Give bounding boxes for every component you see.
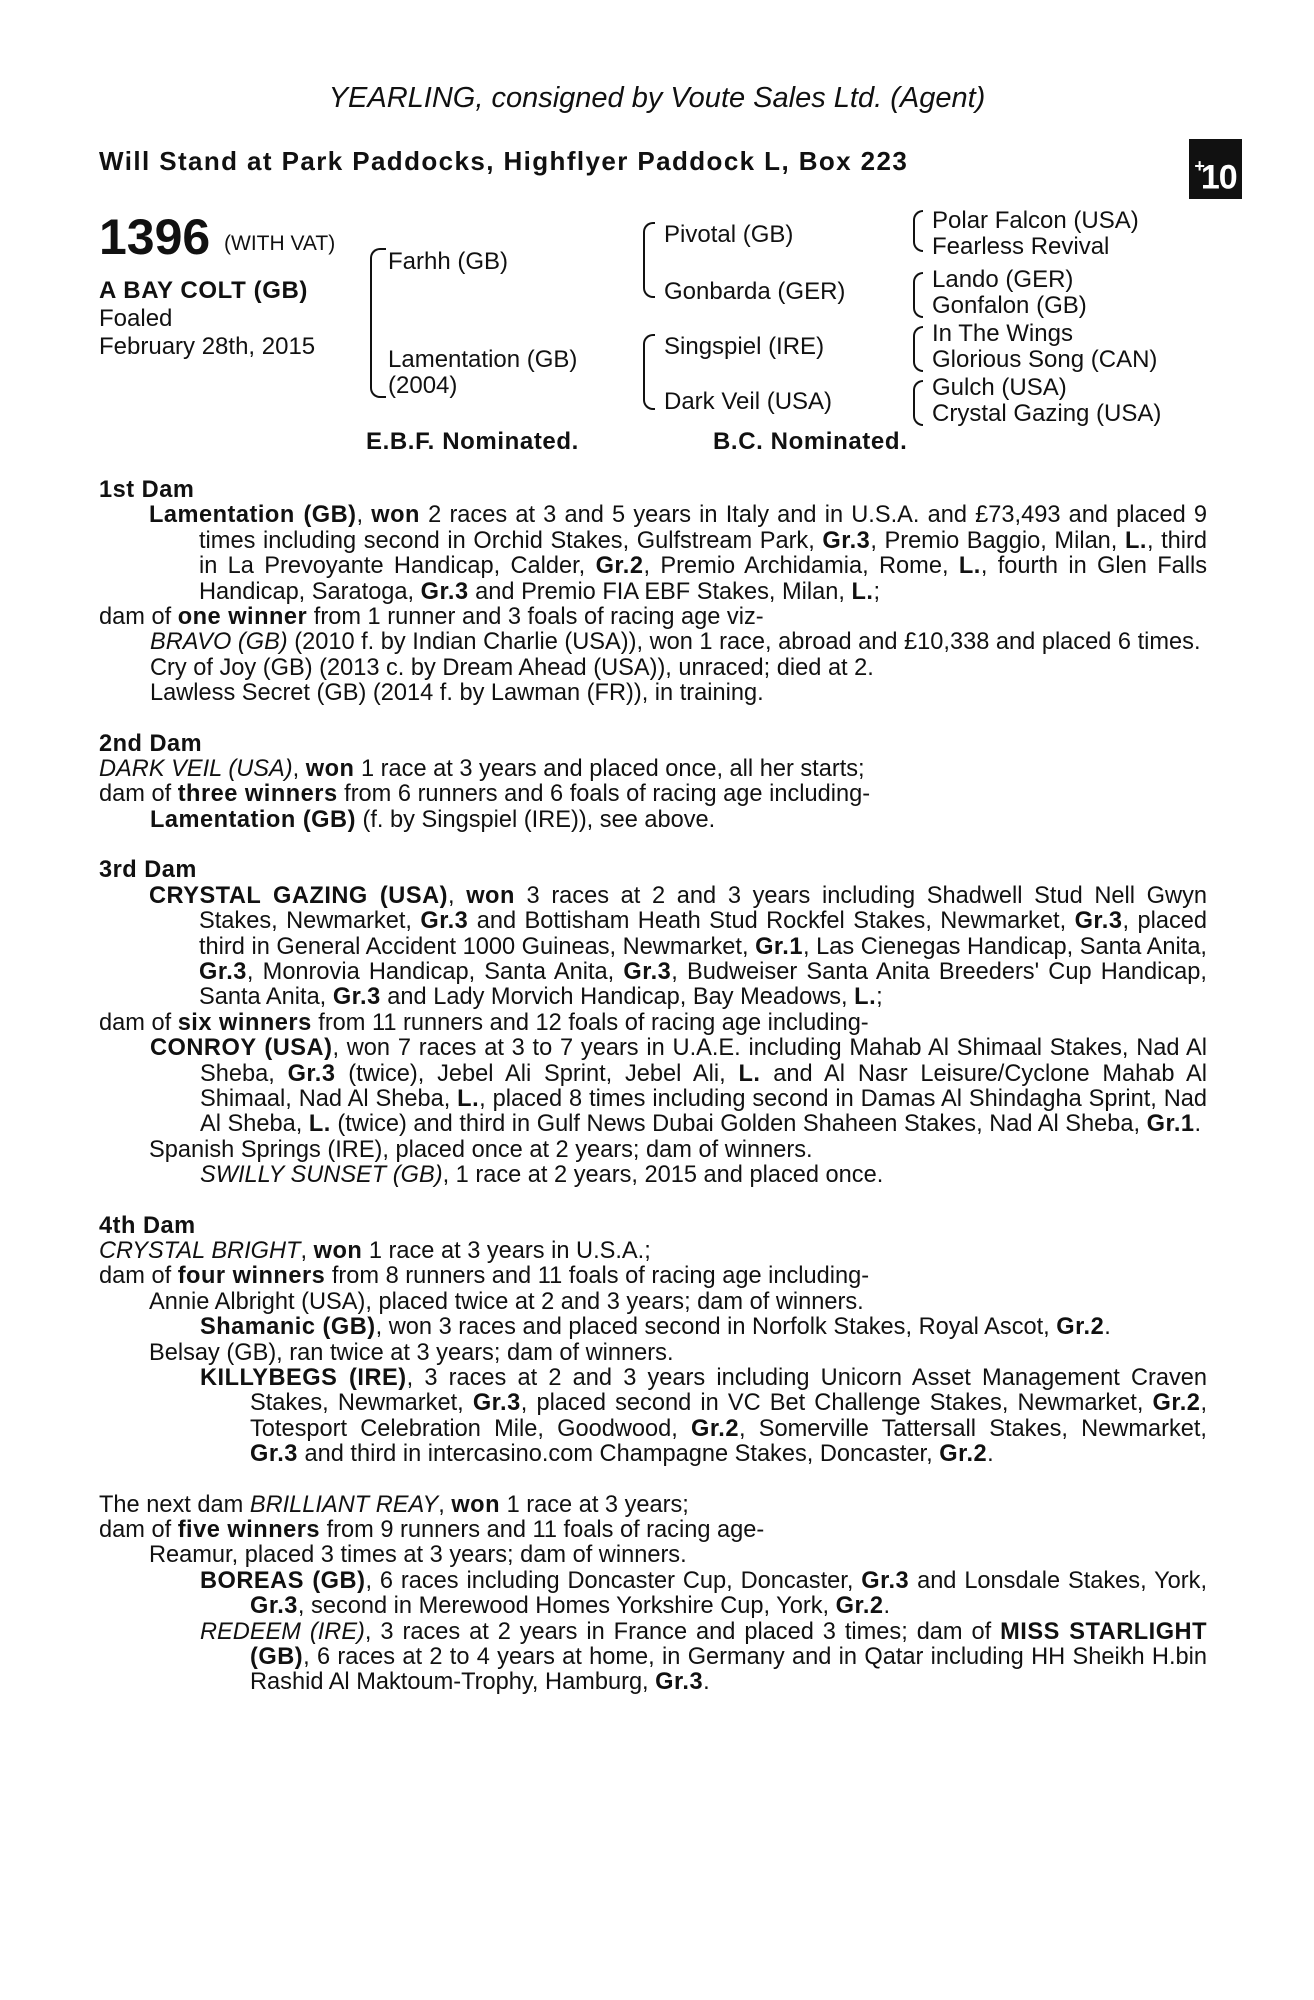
fourth-dam-section xyxy=(99,1214,1207,1468)
offspring-2: Spanish Springs (IRE), placed once at 2 years; dam of winners. xyxy=(149,1136,813,1163)
section-heading: 2nd Dam xyxy=(99,730,203,757)
lot-badge xyxy=(1189,139,1242,199)
offspring-1: Annie Albright (USA), placed twice at 2 and 3 years; dam of winners. xyxy=(149,1288,864,1315)
dam-parents-brace xyxy=(643,334,655,410)
produce-summary: dam of three winners from 6 runners and 6 foals of racing age including- xyxy=(99,781,871,808)
sire-dam-dam: Gonfalon (GB) xyxy=(932,292,1087,319)
offspring-1-produce: Shamanic (GB), won 3 races and placed second in Norfolk Stakes, Royal Ascot, Gr.2. xyxy=(200,1314,1111,1341)
offspring-2: Belsay (GB), ran twice at 3 years; dam of winners. xyxy=(149,1339,674,1366)
vat-label: (WITH VAT) xyxy=(224,232,336,255)
next-dam-section xyxy=(99,1493,1207,1696)
ebf-nominated: E.B.F. Nominated. xyxy=(366,428,579,455)
sire-sire: Pivotal (GB) xyxy=(664,221,794,248)
dam-record: DARK VEIL (USA), won 1 race at 3 years and placed once, all her starts; xyxy=(99,756,865,783)
dam-record: CRYSTAL GAZING (USA), won 3 races at 2 and 3 years including Shadwell Stud Nell Gwyn Stakes, Newmarket, Gr.3 and Bottisham Heath Stud Rockfel Stakes, Newmarket, Gr.3, placed third in General Accident 1000 Guineas, Newmarket, Gr.1, Las Cienegas Handicap, Santa Anita, Gr.3, Monrovia Handicap, Santa Anita, Gr.3, Budweiser Santa Anita Breeders' Cup Handicap, Santa Anita, Gr.3 and Lady Morvich Handicap, Bay Meadows, L.; xyxy=(149,882,1207,1011)
foaled-date: February 28th, 2015 xyxy=(99,333,316,360)
sire-parents-brace xyxy=(643,222,655,298)
produce-summary: dam of four winners from 8 runners and 11 foals of racing age including- xyxy=(99,1263,870,1290)
section-heading: 4th Dam xyxy=(99,1212,196,1239)
dam-sire-sire: In The Wings xyxy=(932,320,1073,347)
produce-summary: dam of six winners from 11 runners and 12 foals of racing age including- xyxy=(99,1009,869,1036)
sale-title: YEARLING, consigned by Voute Sales Ltd. (Agent) xyxy=(328,82,986,114)
sire-dam: Gonbarda (GER) xyxy=(664,278,846,305)
offspring-1-record: CONROY (USA), won 7 races at 3 to 7 years in U.A.E. including Mahab Al Shimaal Stakes, Nad Al Sheba, Gr.3 (twice), Jebel Ali Sprint, Jebel Ali, L. and Al Nasr Leisure/Cyclone Mahab Al Shimaal, Nad Al Sheba, L., placed 8 times including second in Damas Al Shindagha Sprint, Nad Al Sheba, L. (twice) and third in Gulf News Dubai Golden Shaheen Stakes, Nad Al Sheba, Gr.1. xyxy=(150,1035,1207,1138)
badge-plus: + xyxy=(1194,156,1204,176)
third-dam-section xyxy=(99,858,1207,1188)
horse-name: A BAY COLT (GB) xyxy=(99,277,309,304)
sire-dam-brace xyxy=(370,248,386,398)
lot-number: 1396 xyxy=(99,209,211,265)
offspring-1: BRAVO (GB) (2010 f. by Indian Charlie (USA)), won 1 race, abroad and £10,338 and placed 6 times. xyxy=(150,629,1201,656)
produce-summary: dam of five winners from 9 runners and 11 foals of racing age- xyxy=(99,1517,765,1544)
dam-name: Lamentation (GB) xyxy=(149,502,357,529)
dam-name: Lamentation (GB) xyxy=(388,346,578,373)
sire-sire-sire: Polar Falcon (USA) xyxy=(932,207,1139,234)
dam-dam: Dark Veil (USA) xyxy=(664,388,833,415)
offspring-1: Reamur, placed 3 times at 3 years; dam of winners. xyxy=(149,1542,687,1569)
first-dam-section xyxy=(99,478,1207,707)
sire-dam-sire: Lando (GER) xyxy=(932,266,1074,293)
second-dam-section xyxy=(99,732,1207,834)
offspring-3: SWILLY SUNSET (GB), 1 race at 2 years, 2015 and placed once. xyxy=(200,1162,884,1189)
brace-dd xyxy=(913,380,923,426)
section-heading: 1st Dam xyxy=(99,477,195,503)
offspring-1-produce-2: REDEEM (IRE), 3 races at 2 years in France and placed 3 times; dam of MISS STARLIGHT (GB), 6 races at 2 to 4 years at home, in Germany and in Qatar including HH Sheikh H.bin Rashid Al Maktoum-Trophy, Hamburg, Gr.3. xyxy=(200,1618,1207,1696)
dam-dam-sire: Gulch (USA) xyxy=(932,374,1067,401)
offspring-3: Lawless Secret (GB) (2014 f. by Lawman (FR)), in training. xyxy=(150,680,764,707)
dam-year: (2004) xyxy=(388,372,458,399)
badge-number: 10 xyxy=(1200,158,1237,197)
dam-dam-dam: Crystal Gazing (USA) xyxy=(932,400,1162,427)
brace-ss xyxy=(913,210,923,252)
foaled-label: Foaled xyxy=(99,305,173,332)
dam-sire: Singspiel (IRE) xyxy=(664,333,825,360)
offspring-1-produce-1: BOREAS (GB), 6 races including Doncaster Cup, Doncaster, Gr.3 and Lonsdale Stakes, York, Gr.3, second in Merewood Homes Yorkshire Cup, York, Gr.2. xyxy=(200,1567,1208,1620)
dam-sire-dam: Glorious Song (CAN) xyxy=(932,346,1158,373)
foaled-block xyxy=(99,305,315,361)
catalogue-body xyxy=(99,478,1207,1696)
section-heading: 3rd Dam xyxy=(99,857,197,884)
offspring-2: Cry of Joy (GB) (2013 c. by Dream Ahead (USA)), unraced; died at 2. xyxy=(150,654,874,681)
produce-summary: dam of one winner from 1 runner and 3 foals of racing age viz- xyxy=(99,604,764,631)
brace-sd xyxy=(913,272,923,318)
sire-name: Farhh (GB) xyxy=(388,248,509,275)
sire-sire-dam: Fearless Revival xyxy=(932,233,1110,260)
offspring-1: Lamentation (GB) (f. by Singspiel (IRE)), see above. xyxy=(150,806,716,833)
bc-nominated: B.C. Nominated. xyxy=(713,428,908,455)
dam-record: The next dam BRILLIANT REAY, won 1 race at 3 years; xyxy=(99,1491,689,1518)
won-label: won xyxy=(371,502,420,529)
dam-record: CRYSTAL BRIGHT, won 1 race at 3 years in U.S.A.; xyxy=(99,1237,651,1264)
dam-record: Lamentation (GB), won 2 races at 3 and 5 years in Italy and in U.S.A. and £73,493 and placed 9 times including second in Orchid Stakes, Gulfstream Park, Gr.3, Premio Baggio, Milan, L., third in La Prevoyante Handicap, Calder, Gr.2, Premio Archidamia, Rome, L., fourth in Glen Falls Handicap, Saratoga, Gr.3 and Premio FIA EBF Stakes, Milan, L.; xyxy=(149,502,1208,605)
location-line: Will Stand at Park Paddocks, Highflyer Paddock L, Box 223 xyxy=(99,146,909,176)
brace-ds xyxy=(913,326,923,372)
offspring-2-produce: KILLYBEGS (IRE), 3 races at 2 and 3 years including Unicorn Asset Management Craven Stakes, Newmarket, Gr.3, placed second in VC Bet Challenge Stakes, Newmarket, Gr.2, Totesport Celebration Mile, Goodwood, Gr.2, Somerville Tattersall Stakes, Newmarket, Gr.3 and third in intercasino.com Champagne Stakes, Doncaster, Gr.2. xyxy=(200,1365,1207,1468)
